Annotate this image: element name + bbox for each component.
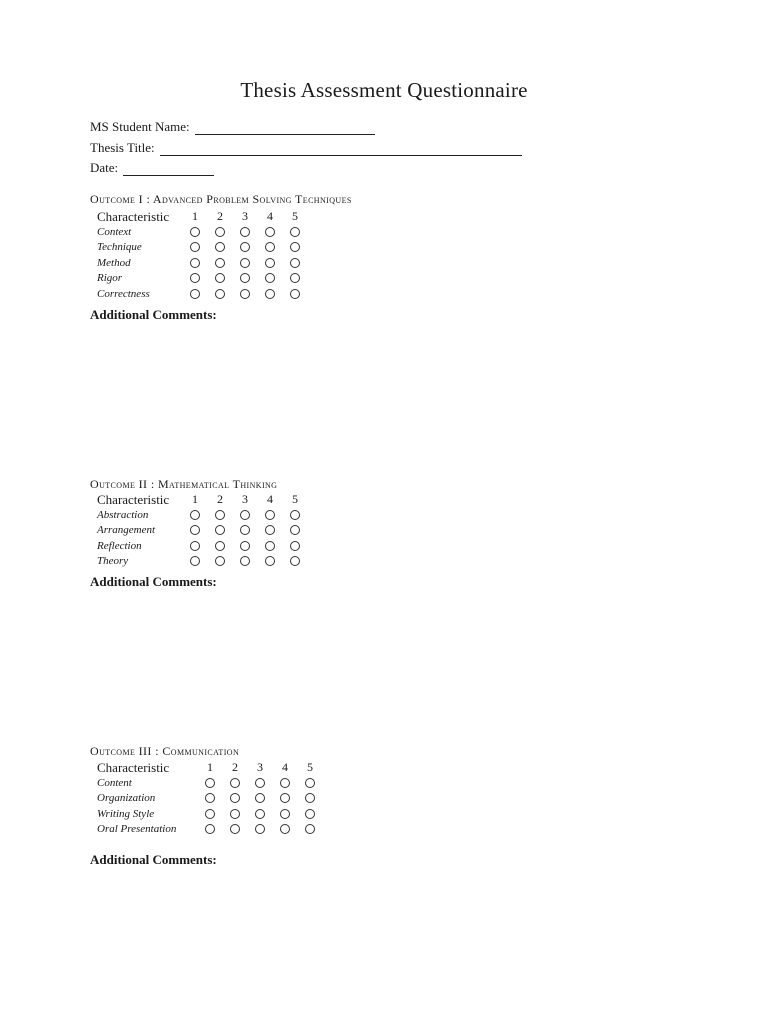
rating-radio-1[interactable] [205,778,215,788]
rating-radio-4[interactable] [280,824,290,834]
scale-number: 1 [192,492,198,506]
rating-radio-4[interactable] [265,242,275,252]
scale-number: 1 [192,209,198,223]
rating-radio-4[interactable] [265,556,275,566]
scale-number: 5 [307,760,313,774]
rating-radio-5[interactable] [290,525,300,535]
rating-radio-1[interactable] [190,242,200,252]
characteristic-label: Writing Style [97,807,155,820]
scale-number: 2 [232,760,238,774]
rating-radio-4[interactable] [265,273,275,283]
rating-radio-3[interactable] [255,824,265,834]
rating-radio-1[interactable] [190,541,200,551]
rating-radio-1[interactable] [190,289,200,299]
rating-radio-2[interactable] [215,273,225,283]
rating-radio-5[interactable] [290,258,300,268]
rating-radio-2[interactable] [215,289,225,299]
characteristic-label: Context [97,225,132,238]
rating-radio-4[interactable] [280,778,290,788]
characteristic-label: Theory [97,555,129,567]
rating-radio-5[interactable] [290,510,300,520]
comments-area[interactable] [90,872,680,1002]
rating-radio-4[interactable] [265,510,275,520]
rating-radio-2[interactable] [215,541,225,551]
page-title: Thesis Assessment Questionnaire [240,78,528,102]
rating-radio-1[interactable] [205,824,215,834]
rating-radio-1[interactable] [190,510,200,520]
rating-radio-2[interactable] [215,258,225,268]
characteristic-label: Oral Presentation [97,823,177,835]
rating-radio-2[interactable] [230,824,240,834]
scale-number: 4 [282,760,288,774]
rating-radio-3[interactable] [255,778,265,788]
rating-radio-4[interactable] [265,541,275,551]
characteristic-label: Correctness [97,287,150,300]
comments-area[interactable] [90,326,680,466]
scale-number: 5 [292,209,298,223]
rating-radio-4[interactable] [265,258,275,268]
rating-radio-3[interactable] [240,273,250,283]
scale-number: 4 [267,492,273,506]
rating-radio-1[interactable] [190,525,200,535]
rating-radio-5[interactable] [290,289,300,299]
rating-radio-1[interactable] [190,258,200,268]
rating-radio-5[interactable] [290,556,300,566]
student-name-input[interactable] [195,122,375,135]
characteristic-label: Method [97,256,131,269]
scale-number: 3 [242,492,248,506]
scale-number: 3 [242,209,248,223]
rating-radio-1[interactable] [190,556,200,566]
outcome-heading: Outcome III : Communication [90,744,240,758]
characteristic-label: Content [97,776,132,789]
scale-number: 1 [207,760,213,774]
rating-radio-2[interactable] [230,778,240,788]
outcome-heading: Outcome I : Advanced Problem Solving Techniques [90,192,352,206]
rating-radio-5[interactable] [290,541,300,551]
characteristic-label: Rigor [97,272,123,284]
characteristic-label: Technique [97,241,142,253]
date-field [90,160,214,176]
outcome-heading: Outcome II : Mathematical Thinking [90,477,278,491]
rating-radio-5[interactable] [290,242,300,252]
rating-radio-1[interactable] [190,273,200,283]
date-input[interactable] [123,163,214,176]
characteristic-label: Abstraction [97,508,149,521]
rating-radio-3[interactable] [240,289,250,299]
rating-radio-1[interactable] [205,793,215,803]
additional-comments-label: Additional Comments: [90,574,217,589]
characteristic-header: Characteristic [97,492,170,507]
scale-number: 5 [292,492,298,506]
rating-radio-4[interactable] [280,809,290,819]
rating-radio-3[interactable] [240,510,250,520]
additional-comments-label: Additional Comments: [90,307,217,322]
thesis-title-label: Thesis Title: [90,140,155,155]
rating-radio-2[interactable] [215,556,225,566]
rating-radio-4[interactable] [280,793,290,803]
scale-number: 4 [267,209,273,223]
rating-radio-3[interactable] [240,525,250,535]
rating-radio-2[interactable] [215,510,225,520]
rating-radio-3[interactable] [240,541,250,551]
comments-area[interactable] [90,594,680,734]
rating-radio-3[interactable] [255,793,265,803]
rating-radio-5[interactable] [290,273,300,283]
rating-radio-4[interactable] [265,525,275,535]
student-name-field [90,119,375,135]
rating-radio-2[interactable] [230,793,240,803]
rating-radio-4[interactable] [265,289,275,299]
scale-number: 2 [217,492,223,506]
rating-radio-2[interactable] [230,809,240,819]
thesis-title-field [90,140,522,156]
rating-radio-3[interactable] [240,556,250,566]
rating-radio-3[interactable] [240,258,250,268]
rating-radio-2[interactable] [215,525,225,535]
rating-radio-3[interactable] [240,227,250,237]
scale-number: 3 [257,760,263,774]
date-label: Date: [90,160,119,175]
rating-radio-5[interactable] [290,227,300,237]
student-name-label: MS Student Name: [90,119,190,134]
characteristic-header: Characteristic [97,209,170,224]
rating-radio-2[interactable] [215,242,225,252]
characteristic-header: Characteristic [97,760,170,775]
characteristic-label: Arrangement [97,524,156,536]
characteristic-label: Organization [97,792,156,804]
rating-radio-2[interactable] [215,227,225,237]
rating-radio-5[interactable] [305,793,315,803]
rating-radio-5[interactable] [305,824,315,834]
rating-radio-4[interactable] [265,227,275,237]
rating-radio-1[interactable] [205,809,215,819]
thesis-title-input[interactable] [160,143,522,156]
rating-radio-3[interactable] [240,242,250,252]
scale-number: 2 [217,209,223,223]
rating-radio-5[interactable] [305,809,315,819]
additional-comments-label: Additional Comments: [90,852,217,867]
rating-radio-3[interactable] [255,809,265,819]
characteristic-label: Reflection [97,539,142,552]
rating-radio-5[interactable] [305,778,315,788]
rating-radio-1[interactable] [190,227,200,237]
